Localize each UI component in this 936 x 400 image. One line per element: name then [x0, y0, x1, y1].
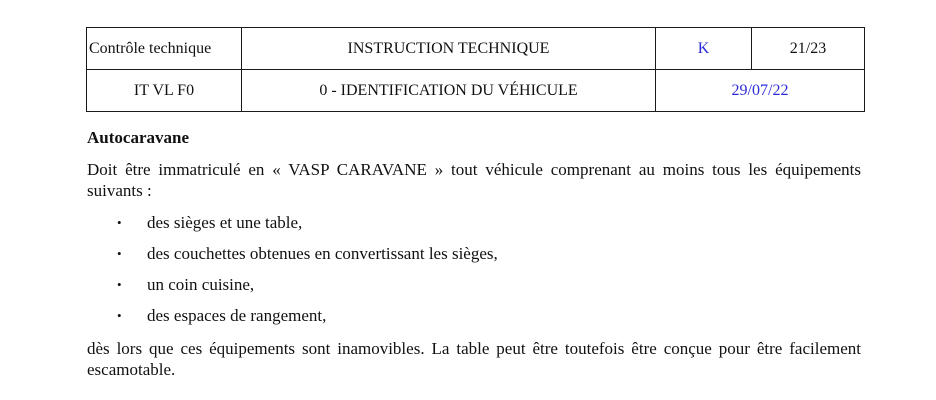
bullet-icon: •: [117, 215, 122, 230]
equipment-list: [87, 207, 498, 331]
header-row-1: [87, 28, 865, 70]
header-reference: IT VL F0: [87, 70, 242, 112]
header-page-number: 21/23: [752, 28, 865, 70]
header-category: Contrôle technique: [87, 28, 242, 70]
bullet-icon: •: [117, 246, 122, 261]
bullet-icon: •: [117, 277, 122, 292]
document-header-table: [86, 27, 865, 112]
outro-paragraph: dès lors que ces équipements sont inamovibles. La table peut être toutefois être conçue pour être facilement escamotable.: [87, 339, 861, 379]
list-item: [87, 238, 498, 269]
list-item-text: un coin cuisine,: [147, 275, 255, 294]
list-item: [87, 207, 498, 238]
header-chapter: 0 - IDENTIFICATION DU VÉHICULE: [242, 70, 656, 112]
intro-paragraph: Doit être immatriculé en « VASP CARAVANE » tout véhicule comprenant au moins tous les équipements suivants :: [87, 160, 861, 200]
section-title: Autocaravane: [87, 128, 189, 147]
header-doc-type: INSTRUCTION TECHNIQUE: [242, 28, 656, 70]
header-version: K: [656, 28, 752, 70]
list-item-text: des sièges et une table,: [147, 213, 303, 232]
header-date: 29/07/22: [656, 70, 865, 112]
list-item-text: des espaces de rangement,: [147, 306, 327, 325]
list-item: [87, 300, 498, 331]
bullet-icon: •: [117, 308, 122, 323]
list-item: [87, 269, 498, 300]
header-row-2: [87, 70, 865, 112]
list-item-text: des couchettes obtenues en convertissant les sièges,: [147, 244, 498, 263]
